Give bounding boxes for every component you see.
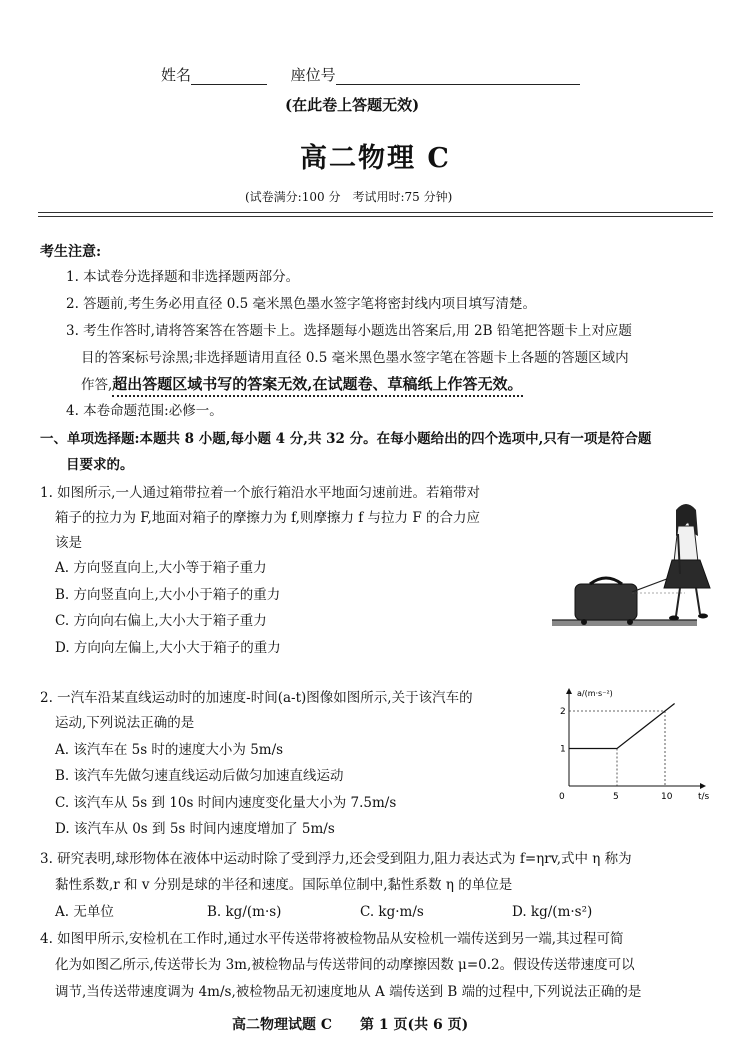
instructions-heading: 考生注意: <box>40 244 102 260</box>
q3-option-d: D. kg/(m·s²) <box>512 904 593 920</box>
q1-option-b: B. 方向竖直向上,大小小于箱子的重力 <box>55 587 281 603</box>
q1-option-d: D. 方向向左偏上,大小大于箱子的重力 <box>55 640 281 656</box>
instruction-2: 2. 答题前,考生务必用直径 0.5 毫米黑色墨水签字笔将密封线内项目填写清楚。 <box>66 296 537 312</box>
x-tick-label: 5 <box>613 792 619 802</box>
q1-option-c: C. 方向向右偏上,大小大于箱子重力 <box>55 613 267 629</box>
q2-option-d: D. 该汽车从 0s 到 5s 时间内速度增加了 5m/s <box>55 821 335 837</box>
q1-option-a: A. 方向竖直向上,大小等于箱子重力 <box>55 560 267 576</box>
q4-stem-1: 4. 如图甲所示,安检机在工作时,通过水平传送带将被检物品从安检机一端传送到另一端,其过程可简 <box>40 931 624 947</box>
q3-stem-2: 黏性系数,r 和 v 分别是球的半径和速度。国际单位制中,黏性系数 η 的单位是 <box>55 877 513 893</box>
seat-blank <box>336 70 580 85</box>
seat-label: 座位号 <box>290 66 336 84</box>
instruction-3-end: 作答,超出答题区域书写的答案无效,在试题卷、草稿纸上作答无效。 <box>81 375 523 394</box>
q3-option-b: B. kg/(m·s) <box>207 904 282 920</box>
a-t-chart <box>555 683 715 808</box>
q4-stem-2: 化为如图乙所示,传送带长为 3m,被检物品与传送带间的动摩擦因数 μ=0.2。假设传送带速度可以 <box>55 957 635 973</box>
q3-option-c: C. kg·m/s <box>360 904 424 920</box>
suitcase-girl-illustration <box>550 492 720 636</box>
suitcase-icon <box>575 584 637 620</box>
subtitle: (试卷满分:100 分 考试用时:75 分钟) <box>245 190 453 204</box>
section1-heading: 一、单项选择题:本题共 8 小题,每小题 4 分,共 32 分。在每小题给出的四个选项中,只有一项是符合题 <box>40 431 652 447</box>
q4-stem-3: 调节,当传送带速度调为 4m/s,被检物品无初速度地从 A 端传送到 B 端的过程中,下列说法正确的是 <box>55 984 642 1000</box>
q2-stem-2: 运动,下列说法正确的是 <box>55 715 195 731</box>
q1-stem-3: 该是 <box>55 535 82 551</box>
q2-option-a: A. 该汽车在 5s 时的速度大小为 5m/s <box>55 742 284 758</box>
y-tick-label: 1 <box>560 744 566 755</box>
emphasis-warning: 超出答题区域书写的答案无效,在试题卷、草稿纸上作答无效。 <box>112 375 522 397</box>
x-tick-label: 10 <box>661 792 673 802</box>
page-footer: 高二物理试题 C 第 1 页(共 6 页) <box>232 1017 469 1033</box>
name-label: 姓名 <box>161 66 192 84</box>
header-rule-top <box>38 212 713 213</box>
header-rule-bottom <box>38 216 713 217</box>
q3-stem-1: 3. 研究表明,球形物体在液体中运动时除了受到浮力,还会受到阻力,阻力表达式为 f=ηrv,式中 η 称为 <box>40 851 632 867</box>
instruction-3-cont: 目的答案标号涂黑;非选择题请用直径 0.5 毫米黑色墨水签字笔在答题卡上各题的答题区域内 <box>81 350 629 366</box>
q2-option-c: C. 该汽车从 5s 到 10s 时间内速度变化量大小为 7.5m/s <box>55 795 397 811</box>
y-tick-label: 2 <box>560 707 566 717</box>
instruction-1: 1. 本试卷分选择题和非选择题两部分。 <box>66 269 300 285</box>
q2-stem-1: 2. 一汽车沿某直线运动时的加速度-时间(a-t)图像如图所示,关于该汽车的 <box>40 690 473 706</box>
name-field-row <box>161 64 580 85</box>
x-axis-label: t/s <box>698 792 710 802</box>
q1-stem-2: 箱子的拉力为 F,地面对箱子的摩擦力为 f,则摩擦力 f 与拉力 F 的合力应 <box>55 510 480 526</box>
section1-heading-cont: 目要求的。 <box>66 457 134 473</box>
instruction-4: 4. 本卷命题范围:必修一。 <box>66 403 223 419</box>
instruction-3: 3. 考生作答时,请将答案答在答题卡上。选择题每小题选出答案后,用 2B 铅笔把答题卡上对应题 <box>66 323 632 339</box>
y-axis-label: a/(m·s⁻²) <box>577 689 613 698</box>
series-line <box>569 704 675 749</box>
page-title: 高二物理 C <box>300 143 451 174</box>
ground <box>552 620 697 626</box>
x-tick-label: 0 <box>559 792 565 802</box>
q3-option-a: A. 无单位 <box>55 904 114 920</box>
name-blank <box>191 70 267 85</box>
q1-stem-1: 1. 如图所示,一人通过箱带拉着一个旅行箱沿水平地面匀速前进。若箱带对 <box>40 485 480 501</box>
q2-option-b: B. 该汽车先做匀速直线运动后做匀加速直线运动 <box>55 768 344 784</box>
notice: (在此卷上答题无效) <box>285 96 420 114</box>
